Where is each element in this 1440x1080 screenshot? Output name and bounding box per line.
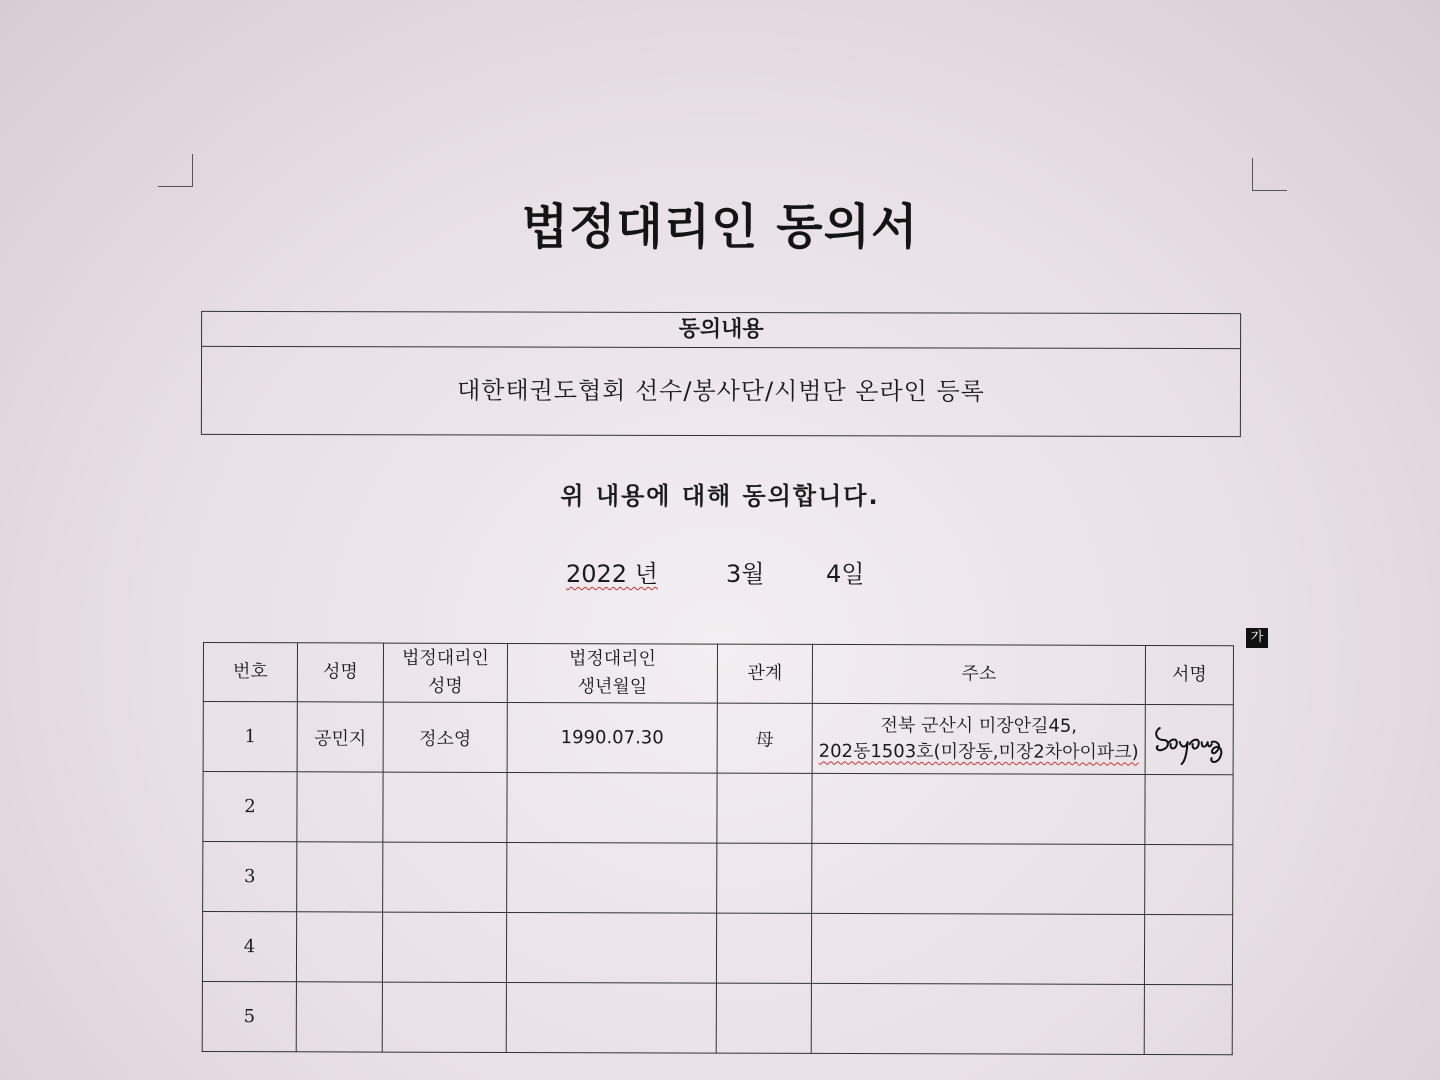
row-number: 1 — [203, 702, 297, 772]
table-row — [203, 702, 1233, 775]
document-title: 법정대리인 동의서 — [521, 199, 919, 255]
row-address — [811, 913, 1144, 984]
row-number: 5 — [202, 981, 296, 1051]
row-address — [812, 843, 1145, 914]
row-name: 공민지 — [297, 702, 383, 772]
row-address — [812, 773, 1145, 844]
row-signature — [1145, 774, 1233, 844]
address-line-1: 전북 군산시 미장안길45, — [880, 714, 1078, 737]
row-guardian-name: 정소영 — [383, 702, 507, 772]
date-day: 4일 — [826, 560, 865, 588]
header-signature: 서명 — [1145, 645, 1233, 704]
row-guardian-name — [383, 842, 507, 912]
row-guardian-name — [382, 982, 506, 1052]
table-row — [202, 912, 1232, 985]
address-line-2: 202동1503호(미장동,미장2차아이파크) — [818, 740, 1139, 763]
row-signature — [1144, 984, 1232, 1054]
header-guardian-birth: 법정대리인 생년월일 — [507, 643, 717, 703]
table-row — [203, 772, 1233, 845]
header-relation: 관계 — [717, 644, 812, 703]
row-relation: 母 — [717, 703, 812, 773]
row-address — [812, 703, 1145, 774]
row-relation — [717, 773, 812, 843]
date-year: 2022 년 — [566, 560, 658, 588]
consent-statement: 위 내용에 대해 동의합니다. — [560, 482, 880, 510]
header-address: 주소 — [812, 644, 1145, 704]
row-relation — [716, 913, 811, 983]
date-month: 3월 — [726, 560, 765, 588]
consent-content-header: 동의내용 — [202, 312, 1240, 349]
consent-date — [566, 554, 864, 589]
consent-content-box — [201, 311, 1241, 437]
page-corner-mark-right — [1252, 158, 1287, 191]
row-address — [811, 983, 1144, 1054]
row-number: 3 — [203, 842, 297, 912]
row-number: 4 — [202, 912, 296, 982]
row-name — [296, 912, 382, 982]
row-name — [297, 772, 383, 842]
table-row — [203, 842, 1233, 915]
row-relation — [716, 983, 811, 1053]
row-signature — [1145, 704, 1233, 774]
row-number: 2 — [203, 772, 297, 842]
row-guardian-birth — [506, 912, 716, 983]
table-row — [202, 981, 1232, 1054]
row-name — [297, 842, 383, 912]
row-signature — [1145, 844, 1233, 914]
row-guardian-birth — [506, 982, 716, 1053]
row-guardian-birth — [507, 842, 717, 913]
header-number: 번호 — [203, 643, 297, 702]
table-header-row — [203, 643, 1233, 705]
row-guardian-birth — [507, 772, 717, 843]
consent-content-text: 대한태권도협회 선수/봉사단/시범단 온라인 등록 — [457, 376, 985, 406]
row-relation — [717, 843, 812, 913]
page-corner-mark-left — [158, 154, 193, 187]
row-signature — [1144, 914, 1232, 984]
header-name: 성명 — [297, 643, 383, 702]
handwritten-signature-image — [1149, 709, 1229, 769]
editor-char-marker: 가 — [1246, 628, 1268, 648]
row-guardian-name — [382, 912, 506, 982]
header-guardian-name: 법정대리인 성명 — [383, 643, 507, 702]
row-guardian-birth: 1990.07.30 — [507, 702, 717, 773]
row-name — [296, 982, 382, 1052]
guardian-table — [202, 642, 1234, 1055]
row-guardian-name — [383, 772, 507, 842]
